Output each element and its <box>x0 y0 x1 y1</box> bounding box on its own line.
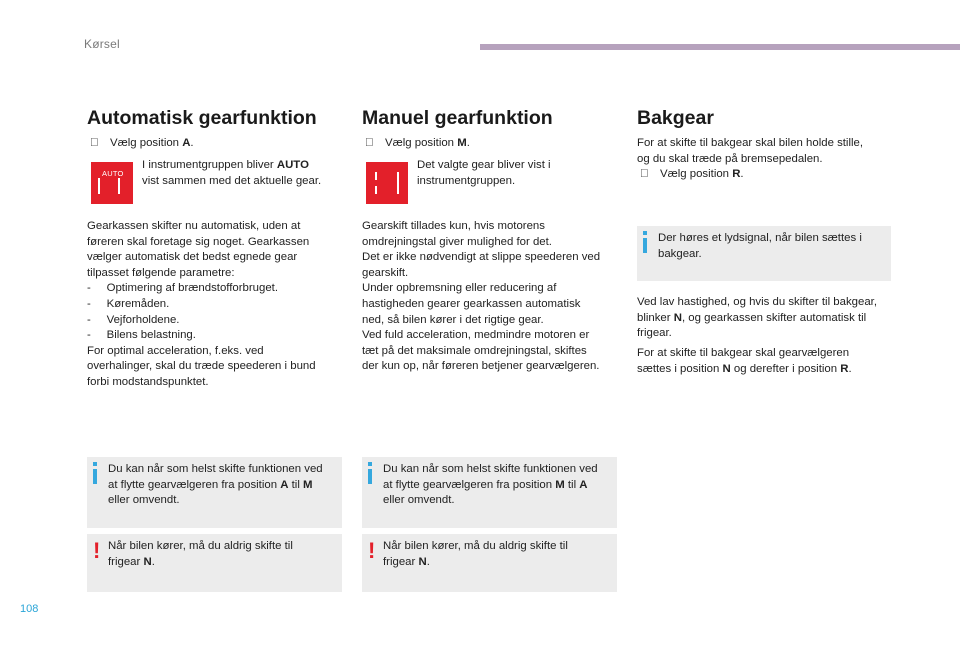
manual-title: Manuel gearfunktion <box>362 107 553 129</box>
manual-info-box: Du kan når som helst skifte funktionen ved at flytte gearvælgeren fra position M til A eller omvendt. <box>362 457 617 528</box>
automatic-step: Vælg position A. <box>90 136 194 152</box>
page-number: 108 <box>20 603 39 615</box>
checkbox-bullet-icon <box>365 136 385 152</box>
manual-body: Gearskift tillades kun, hvis motorens omdrejningstal giver mulighed for det. Det er ikke nødvendigt at slippe speederen ved gearskift. Under opbremsning eller reducering af hastigheden gearer gearkassen automatisk ned, så bilen kører i det rigtige gear. Ved fuld acceleration, medmindre motoren er tæt på det maksimale omdrejningstal, skiftes der kun op, når føreren betjener gearvælgeren. <box>362 220 601 373</box>
checkbox-bullet-icon <box>640 167 660 183</box>
automatic-warning-box: ! Når bilen kører, må du aldrig skifte til frigear N. <box>87 534 342 592</box>
manual-gauge-icon <box>366 162 408 204</box>
manual-display-text: Det valgte gear bliver vist i instrumentgruppen. <box>417 159 551 187</box>
automatic-body: Gearkassen skifter nu automatisk, uden at føreren skal foretage sig noget. Gearkassen vælger automatisk det bedst egnede gear tilpasset følgende parametre: - Optimering af brændstofforbruget. - Køremåden. - Vejforholdene. - Bilens belastning. For optimal acceleration, f.eks. ved overhalinger, skal du træde speederen i bund forbi modstandspunktet. <box>87 220 316 388</box>
info-icon <box>93 462 97 484</box>
auto-gauge-icon <box>91 162 133 204</box>
section-label: Kørsel <box>84 37 120 51</box>
info-icon <box>643 231 647 253</box>
info-icon <box>368 462 372 484</box>
reverse-step: Vælg position R. <box>640 167 744 183</box>
manual-warning-box: ! Når bilen kører, må du aldrig skifte til frigear N. <box>362 534 617 592</box>
reverse-low-speed: Ved lav hastighed, og hvis du skifter til bakgear, blinker N, og gearkassen skifter automatisk til frigear. <box>637 296 877 340</box>
reverse-intro: For at skifte til bakgear skal bilen holde stille, og du skal træde på bremsepedalen. <box>637 137 864 165</box>
reverse-title: Bakgear <box>637 107 714 129</box>
automatic-title: Automatisk gearfunktion <box>87 107 317 129</box>
automatic-info-box: Du kan når som helst skifte funktionen ved at flytte gearvælgeren fra position A til M eller omvendt. <box>87 457 342 528</box>
reverse-final: For at skifte til bakgear skal gearvælgeren sættes i position N og derefter i position R. <box>637 347 852 375</box>
auto-gauge-label: AUTO <box>102 169 124 178</box>
manual-step: Vælg position M. <box>365 136 470 152</box>
automatic-display-text: I instrumentgruppen bliver AUTO vist sammen med det aktuelle gear. <box>142 159 322 187</box>
header-bar <box>480 44 960 50</box>
warning-icon: ! <box>93 538 101 563</box>
checkbox-bullet-icon <box>90 136 110 152</box>
warning-icon: ! <box>368 538 376 563</box>
reverse-info-box: Der høres et lydsignal, når bilen sættes i bakgear. <box>637 226 891 281</box>
